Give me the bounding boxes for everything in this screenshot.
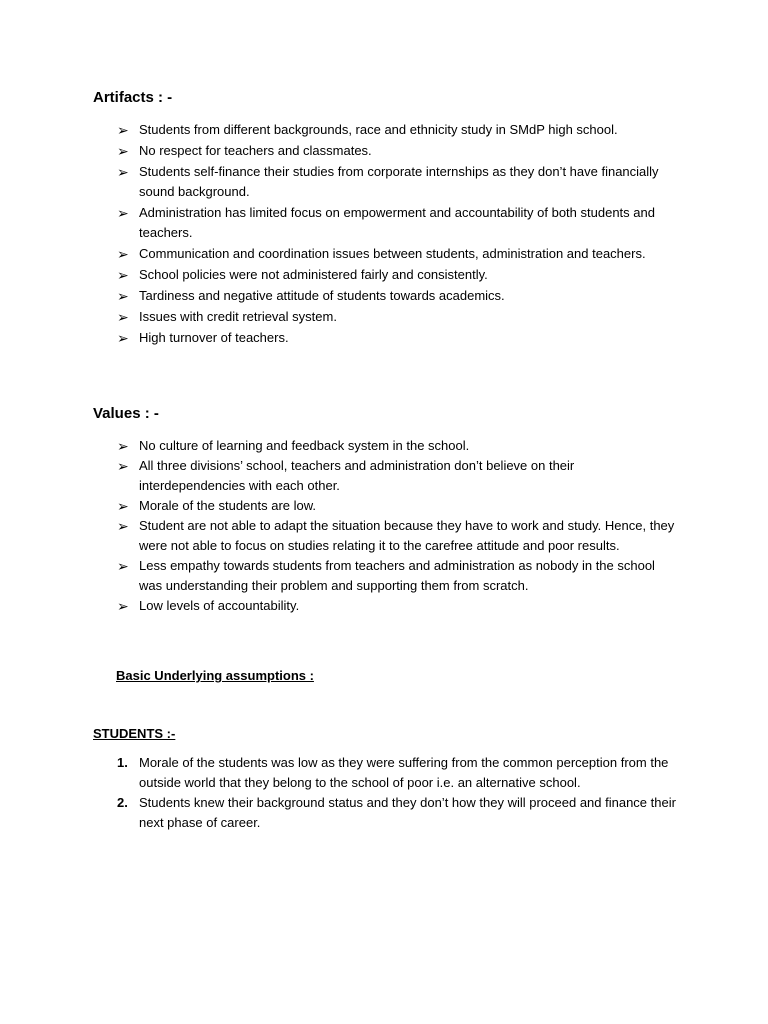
students-heading: STUDENTS :- [93,726,176,741]
list-number: 1. [117,755,128,770]
arrow-bullet-icon: ➢ [117,288,129,304]
arrow-bullet-icon: ➢ [117,438,129,454]
list-number: 2. [117,795,128,810]
arrow-bullet-icon: ➢ [117,122,129,138]
list-item: 1. Morale of the students was low as they were suffering from the common perception from the outside world that they belong to the school of poor i.e. an alternative school. [117,755,669,790]
list-item: ➢ No respect for teachers and classmates. [117,143,372,159]
arrow-bullet-icon: ➢ [117,246,129,262]
list-item: ➢ School policies were not administered fairly and consistently. [117,267,488,283]
arrow-bullet-icon: ➢ [117,164,129,180]
list-item: ➢ Less empathy towards students from teachers and administration as nobody in the school was understanding their problem and supporting them from scratch. [117,558,655,593]
arrow-bullet-icon: ➢ [117,330,129,346]
assumptions-heading: Basic Underlying assumptions : [116,668,314,683]
artifacts-list [117,120,677,349]
values-heading: Values : - [93,405,159,422]
list-item: ➢ All three divisions’ school, teachers and administration don’t believe on their interdependencies with each other. [117,458,575,493]
arrow-bullet-icon: ➢ [117,558,129,574]
artifacts-heading: Artifacts : - [93,89,173,106]
arrow-bullet-icon: ➢ [117,598,129,614]
arrow-bullet-icon: ➢ [117,143,129,159]
list-item: ➢ Students from different backgrounds, race and ethnicity study in SMdP high school. [117,122,618,138]
list-item: ➢ Communication and coordination issues between students, administration and teachers. [117,246,646,262]
list-item: ➢ Morale of the students are low. [117,498,317,514]
list-item: ➢ Issues with credit retrieval system. [117,309,337,325]
list-item: ➢ High turnover of teachers. [117,330,289,346]
list-item: ➢ No culture of learning and feedback system in the school. [117,438,470,454]
arrow-bullet-icon: ➢ [117,518,129,534]
arrow-bullet-icon: ➢ [117,309,129,325]
list-item: ➢ Low levels of accountability. [117,598,300,614]
list-item: 2. Students knew their background status and they don’t how they will proceed and finance their next phase of career. [117,795,676,830]
arrow-bullet-icon: ➢ [117,458,129,474]
arrow-bullet-icon: ➢ [117,498,129,514]
students-list [117,753,677,833]
arrow-bullet-icon: ➢ [117,267,129,283]
list-item: ➢ Tardiness and negative attitude of students towards academics. [117,288,505,304]
arrow-bullet-icon: ➢ [117,205,129,221]
list-item: ➢ Administration has limited focus on empowerment and accountability of both students and teachers. [117,205,655,240]
list-item: ➢ Student are not able to adapt the situation because they have to work and study. Hence, they were not able to focus on studies relating it to the carefree attitude and poor results. [117,518,675,553]
list-item: ➢ Students self-finance their studies from corporate internships as they don’t have financially sound background. [117,164,659,199]
values-list [117,436,677,616]
